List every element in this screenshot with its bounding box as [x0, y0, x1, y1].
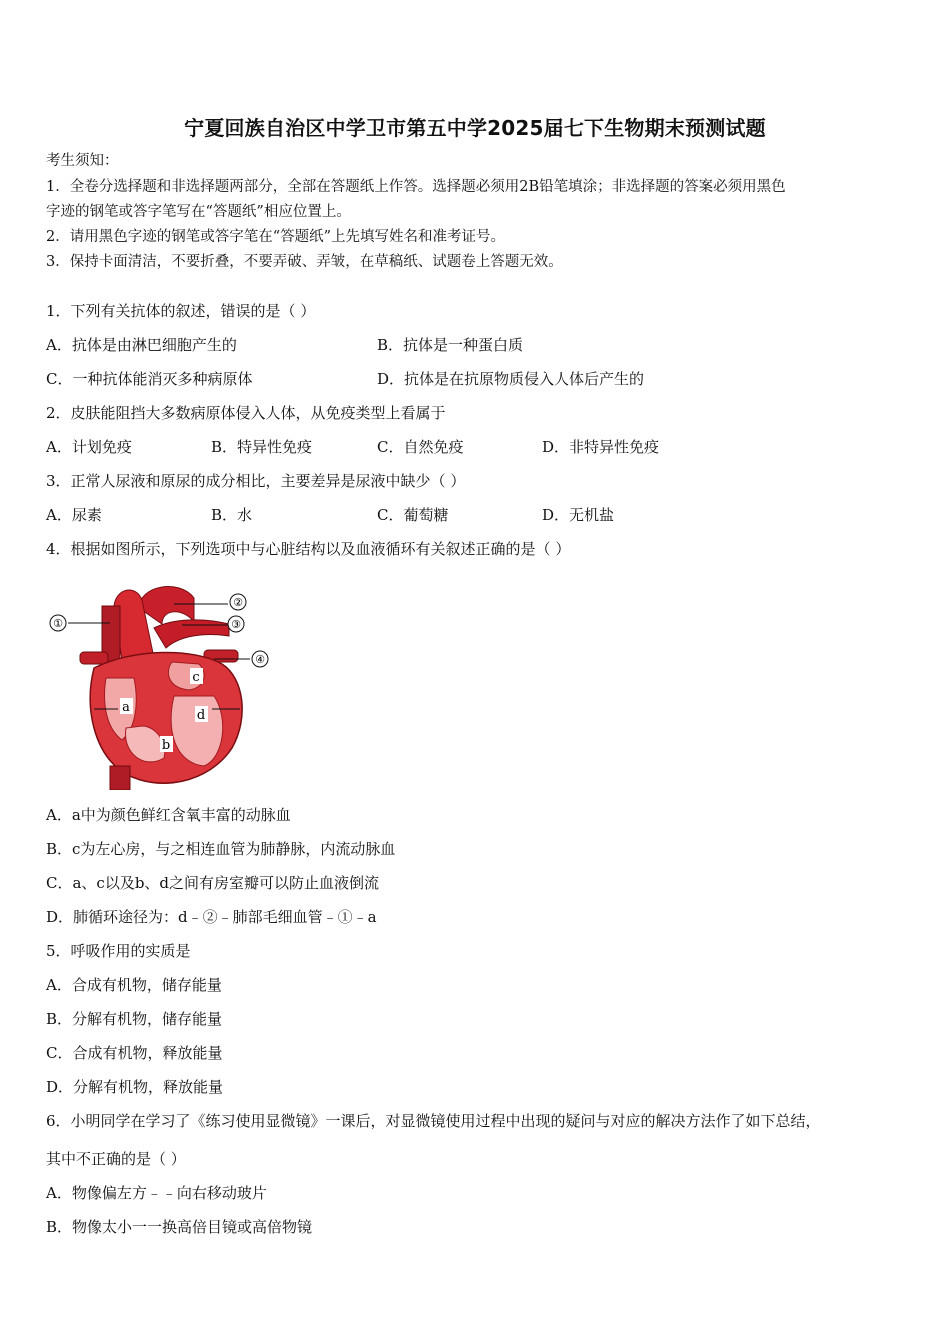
- diagram-label-2: ②: [233, 596, 243, 609]
- diagram-label-d: d: [196, 708, 206, 723]
- page-title: 宁夏回族自治区中学卫市第五中学2025届七下生物期末预测试题: [184, 116, 766, 140]
- question-1-option-c: C．一种抗体能消灭多种病原体: [46, 370, 253, 388]
- question-1-stem: 1．下列有关抗体的叙述，错误的是（ ）: [46, 302, 316, 320]
- question-2-option-b: B．特异性免疫: [211, 438, 313, 456]
- question-3-option-d: D．无机盐: [542, 506, 615, 524]
- question-6-option-a: A．物像偏左方﹣﹣向右移动玻片: [46, 1184, 267, 1202]
- notice-item-3: 3．保持卡面清洁，不要折叠，不要弄破、弄皱，在草稿纸、试题卷上答题无效。: [46, 254, 563, 270]
- question-4-stem: 4．根据如图所示，下列选项中与心脏结构以及血液循环有关叙述正确的是（ ）: [46, 540, 571, 558]
- notice-item-1-line-1: 1．全卷分选择题和非选择题两部分，全部在答题纸上作答。选择题必须用2B铅笔填涂；非选择题的答案必须用黑色: [46, 179, 786, 195]
- question-2-option-a: A．计划免疫: [46, 438, 132, 456]
- diagram-label-c: c: [192, 670, 200, 685]
- diagram-label-3: ③: [231, 618, 241, 631]
- question-5-option-b: B．分解有机物，储存能量: [46, 1010, 223, 1028]
- question-6-stem-line-2: 其中不正确的是（ ）: [46, 1150, 186, 1168]
- question-2-option-c: C．自然免疫: [377, 438, 464, 456]
- question-6-option-b: B．物像太小一一换高倍目镜或高倍物镜: [46, 1218, 313, 1236]
- question-5-option-c: C．合成有机物，释放能量: [46, 1044, 223, 1062]
- question-5-option-a: A．合成有机物，储存能量: [46, 976, 222, 994]
- question-3-option-c: C．葡萄糖: [377, 506, 449, 524]
- question-4-option-d: D．肺循环途径为：d﹣②﹣肺部毛细血管﹣①﹣a: [46, 908, 377, 926]
- notice-heading: 考生须知：: [46, 153, 119, 169]
- question-4-option-c: C．a、c以及b、d之间有房室瓣可以防止血液倒流: [46, 874, 380, 892]
- question-3-option-a: A．尿素: [46, 506, 102, 524]
- question-4-option-b: B．c为左心房，与之相连血管为肺静脉，内流动脉血: [46, 840, 396, 858]
- question-1-option-d: D．抗体是在抗原物质侵入人体后产生的: [377, 370, 645, 388]
- heart-diagram: [44, 578, 276, 790]
- question-4-option-a: A．a中为颜色鲜红含氧丰富的动脉血: [46, 806, 291, 824]
- diagram-label-b: b: [161, 738, 171, 753]
- question-3-option-b: B．水: [211, 506, 253, 524]
- question-5-option-d: D．分解有机物，释放能量: [46, 1078, 224, 1096]
- diagram-label-a: a: [122, 700, 130, 715]
- question-1-option-a: A．抗体是由淋巴细胞产生的: [46, 336, 237, 354]
- question-6-stem-line-1: 6．小明同学在学习了《练习使用显微镜》一课后，对显微镜使用过程中出现的疑问与对应的解决方法作了如下总结，: [46, 1112, 821, 1130]
- notice-item-2: 2．请用黑色字迹的钢笔或答字笔在“答题纸”上先填写姓名和准考证号。: [46, 229, 506, 245]
- notice-item-1-line-2: 字迹的钢笔或答字笔写在“答题纸”相应位置上。: [46, 204, 351, 220]
- question-1-option-b: B．抗体是一种蛋白质: [377, 336, 524, 354]
- diagram-label-4: ④: [255, 653, 265, 666]
- question-2-stem: 2．皮肤能阻挡大多数病原体侵入人体，从免疫类型上看属于: [46, 404, 446, 422]
- question-2-option-d: D．非特异性免疫: [542, 438, 660, 456]
- question-3-stem: 3．正常人尿液和原尿的成分相比，主要差异是尿液中缺少（ ）: [46, 472, 466, 490]
- question-5-stem: 5．呼吸作用的实质是: [46, 942, 191, 960]
- diagram-label-1: ①: [53, 617, 63, 630]
